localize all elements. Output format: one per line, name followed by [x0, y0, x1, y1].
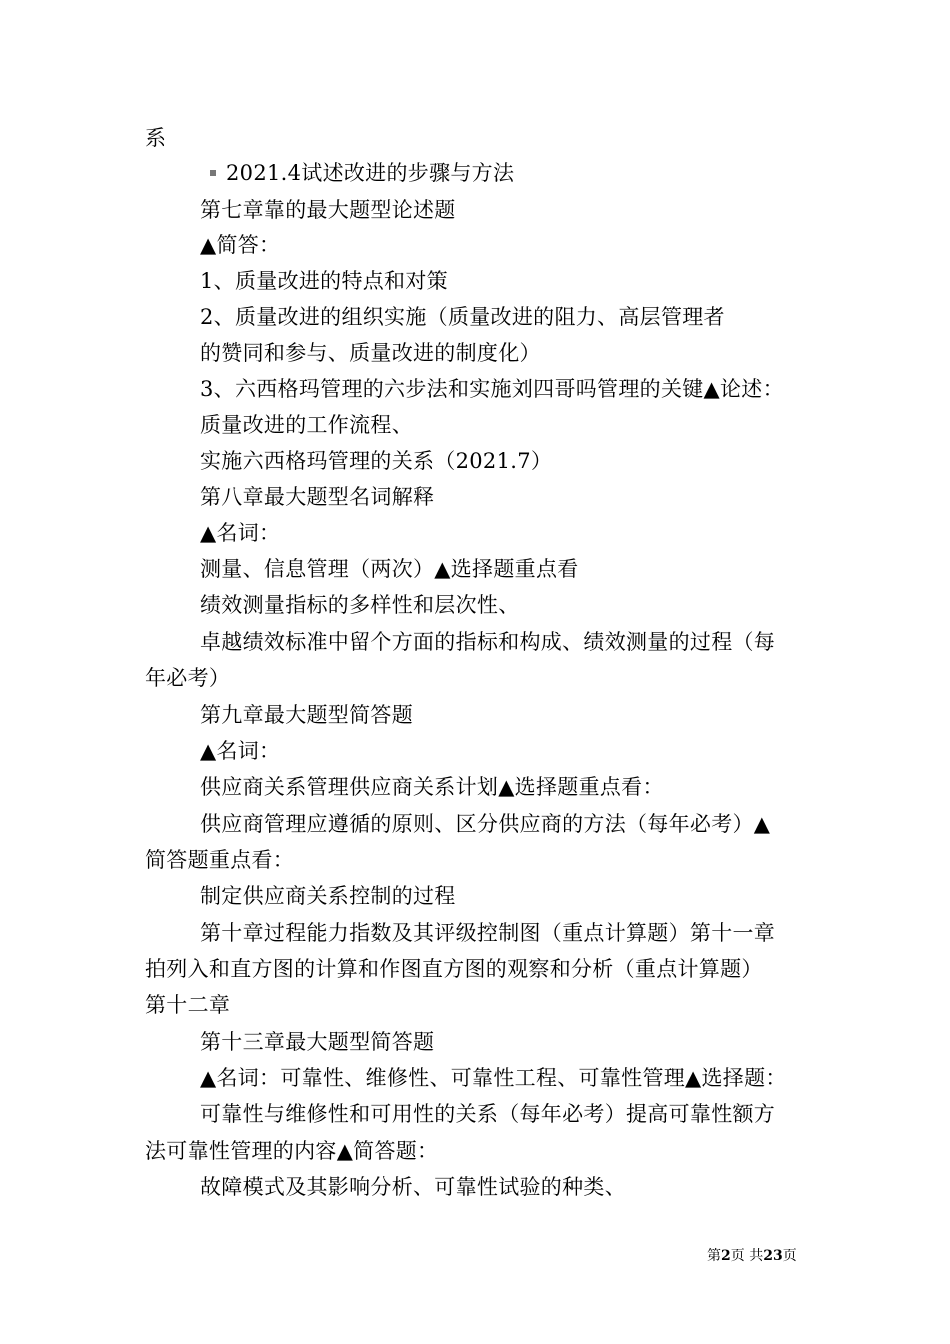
text-line: 2、质量改进的组织实施（质量改进的阻力、高层管理者 [200, 305, 725, 329]
chapter-heading: 第十章过程能力指数及其评级控制图（重点计算题）第十一章 [200, 921, 776, 945]
text-line: 2021.4试述改进的步骤与方法 [226, 161, 515, 185]
text-line: 质量改进的工作流程、 [200, 413, 413, 437]
text-line: 3、六西格玛管理的六步法和实施刘四哥吗管理的关键▲论述： [200, 377, 784, 401]
text-line: 1、质量改进的特点和对策 [200, 269, 448, 293]
text-line: 实施六西格玛管理的关系（2021.7） [200, 449, 553, 473]
page-total: 23 [763, 1248, 783, 1264]
chapter-heading: 第十二章 [145, 993, 231, 1017]
text-line: 供应商关系管理供应商关系计划▲选择题重点看： [200, 775, 664, 799]
text-line: ▲名词： [200, 521, 281, 545]
chapter-heading: 第九章最大题型简答题 [200, 703, 413, 727]
bullet-line [210, 158, 514, 188]
text-line: 测量、信息管理（两次）▲选择题重点看 [200, 557, 579, 581]
text-line: 制定供应商关系控制的过程 [200, 884, 456, 908]
text-line: 拍列入和直方图的计算和作图直方图的观察和分析（重点计算题） [145, 957, 763, 981]
bullet-icon [210, 170, 216, 176]
footer-middle: 页 共 [730, 1248, 764, 1264]
text-line: 的赞同和参与、质量改进的制度化） [200, 341, 541, 365]
text-line: 可靠性与维修性和可用性的关系（每年必考）提高可靠性额方 [200, 1102, 776, 1126]
text-line: 供应商管理应遵循的原则、区分供应商的方法（每年必考）▲ [200, 812, 771, 836]
text-line: 绩效测量指标的多样性和层次性、 [200, 593, 520, 617]
text-line: 年必考） [145, 666, 231, 690]
page-footer [707, 1246, 797, 1266]
footer-suffix: 页 [782, 1248, 797, 1264]
footer-prefix: 第 [707, 1248, 721, 1264]
text-line: 故障模式及其影响分析、可靠性试验的种类、 [200, 1175, 626, 1199]
text-line: ▲名词： [200, 739, 281, 763]
chapter-heading: 第八章最大题型名词解释 [200, 485, 435, 509]
chapter-heading: 第七章靠的最大题型论述题 [200, 198, 456, 222]
text-line: ▲简答： [200, 233, 281, 257]
text-line: 法可靠性管理的内容▲简答题： [145, 1139, 439, 1163]
page-number: 2 [721, 1248, 731, 1264]
text-line: 系 [145, 126, 167, 150]
text-line: 卓越绩效标准中留个方面的指标和构成、绩效测量的过程（每 [200, 630, 776, 654]
text-line: 简答题重点看： [145, 848, 295, 872]
text-line: ▲名词：可靠性、维修性、可靠性工程、可靠性管理▲选择题： [200, 1066, 787, 1090]
chapter-heading: 第十三章最大题型简答题 [200, 1030, 435, 1054]
